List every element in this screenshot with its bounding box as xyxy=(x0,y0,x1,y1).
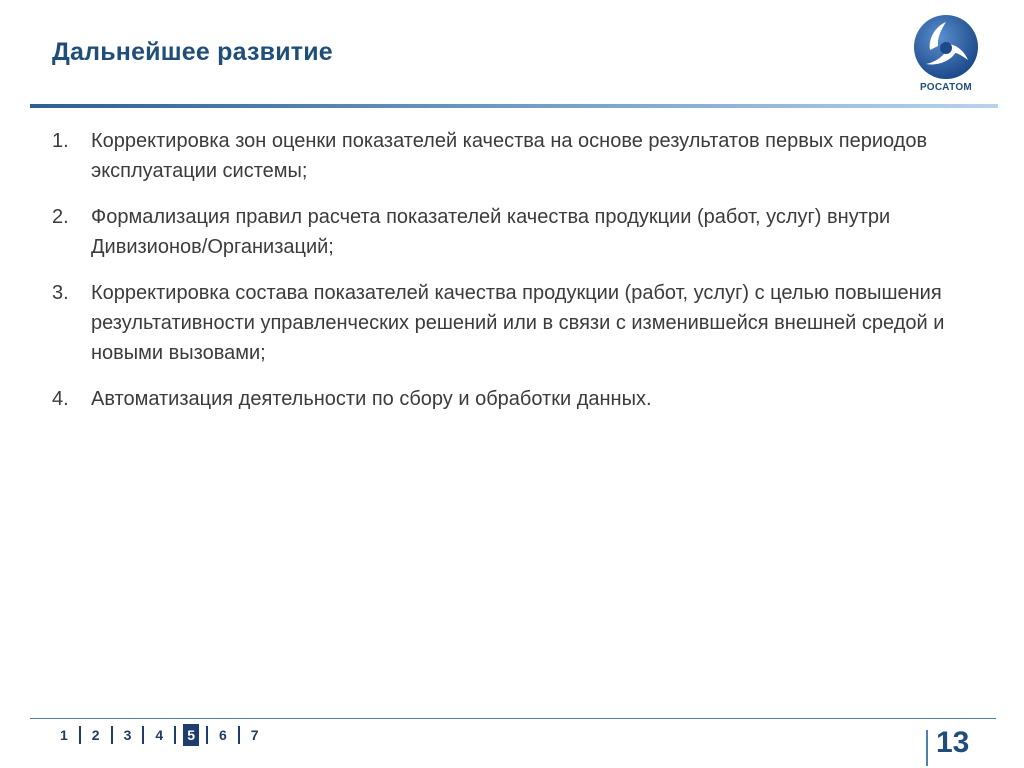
development-list xyxy=(52,126,962,430)
pager-separator xyxy=(111,726,113,744)
list-item xyxy=(52,202,962,262)
section-link-2[interactable]: 2 xyxy=(91,727,100,743)
page-title: Дальнейшее развитие xyxy=(52,38,333,66)
pager-separator xyxy=(142,726,144,744)
footer-divider xyxy=(30,718,996,719)
header-divider xyxy=(30,104,998,108)
list-item-text: Корректировка состава показателей качества продукции (работ, услуг) с целью повышения результативности управленческих решений или в связи с изменившейся внешней средой и новыми вызовами; xyxy=(91,282,945,364)
slide-number: 13 xyxy=(936,726,970,759)
list-item-text: Корректировка зон оценки показателей качества на основе результатов первых периодов эксплуатации системы; xyxy=(91,130,928,182)
slide-number-divider xyxy=(926,730,928,766)
logo-wordmark: РОСАТОМ xyxy=(919,82,973,93)
list-item xyxy=(52,384,962,414)
rosatom-logo xyxy=(906,12,986,102)
list-item-number: 2. xyxy=(52,206,69,228)
atom-icon xyxy=(906,12,986,82)
section-link-1[interactable]: 1 xyxy=(60,727,68,743)
list-item-text: Автоматизация деятельности по сбору и обработки данных. xyxy=(91,388,652,410)
list-item xyxy=(52,126,962,186)
section-link-6[interactable]: 6 xyxy=(218,727,227,743)
pager-separator xyxy=(206,726,208,744)
list-item xyxy=(52,278,962,368)
list-item-number: 4. xyxy=(52,388,69,410)
section-link-7[interactable]: 7 xyxy=(250,727,259,743)
section-link-5-active[interactable]: 5 xyxy=(183,724,199,746)
list-item-text: Формализация правил расчета показателей качества продукции (работ, услуг) внутри Дивизионов/Организаций; xyxy=(91,206,891,258)
section-pager xyxy=(56,724,263,746)
pager-separator xyxy=(79,726,81,744)
pager-separator xyxy=(238,726,240,744)
list-item-number: 3. xyxy=(52,282,69,304)
pager-separator xyxy=(174,726,176,744)
section-link-3[interactable]: 3 xyxy=(123,727,132,743)
section-link-4[interactable]: 4 xyxy=(155,727,164,743)
list-item-number: 1. xyxy=(52,130,69,152)
